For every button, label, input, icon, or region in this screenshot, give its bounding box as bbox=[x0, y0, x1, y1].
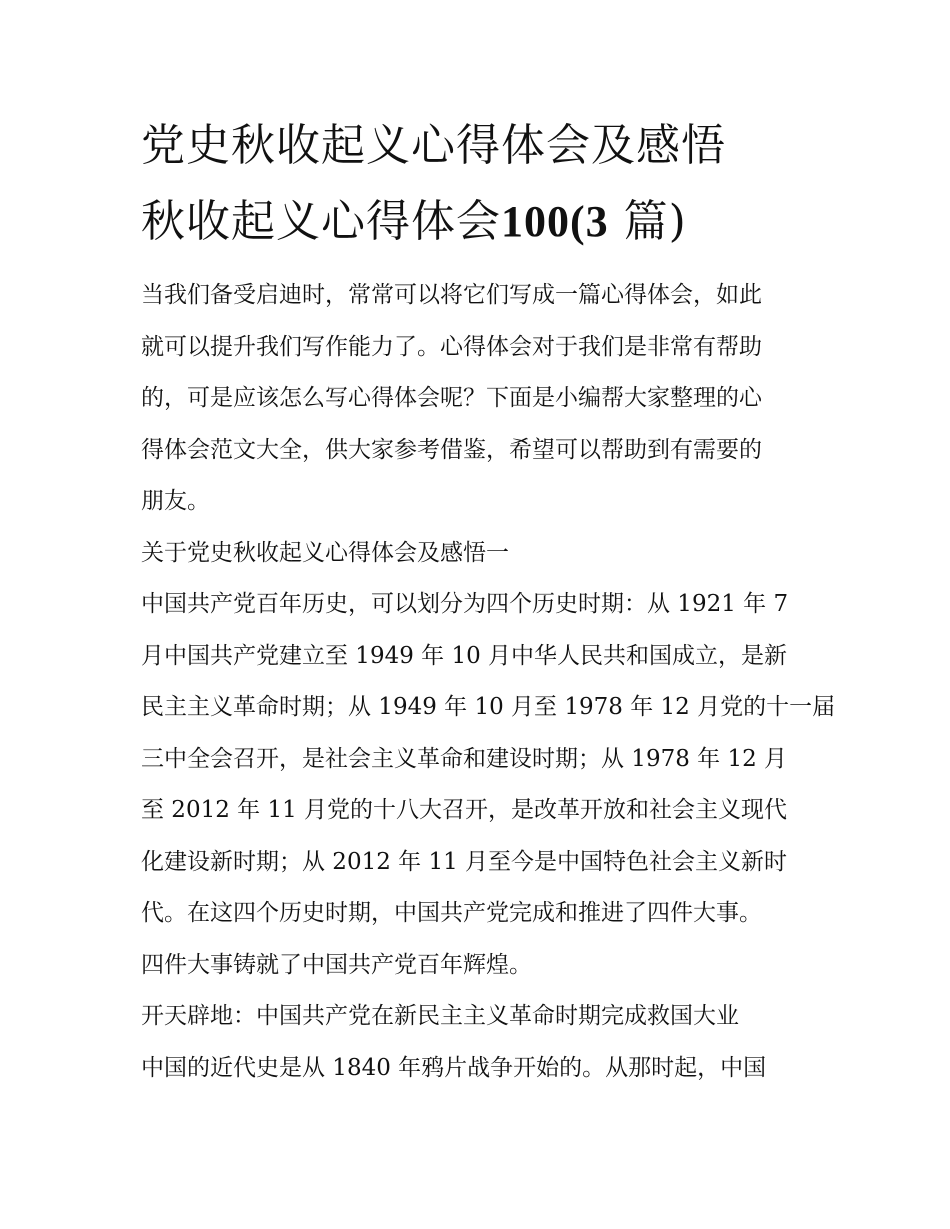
text-line: 化建设新时期；从 2012 年 11 月至今是中国特色社会主义新时 bbox=[141, 848, 788, 875]
text-line: 就可以提升我们写作能力了。心得体会对于我们是非常有帮助 bbox=[141, 333, 762, 360]
title-number: 100(3 bbox=[501, 197, 609, 246]
history-paragraph bbox=[141, 579, 836, 991]
title-line bbox=[141, 108, 817, 184]
closing-paragraph bbox=[141, 1043, 817, 1095]
text-line: 四件大事铸就了中国共产党百年辉煌。 bbox=[141, 951, 532, 978]
text-line: 开天辟地：中国共产党在新民主主义革命时期完成救国大业 bbox=[141, 1003, 739, 1029]
text-line: 的，可是应该怎么写心得体会呢？下面是小编帮大家整理的心 bbox=[141, 385, 762, 411]
text-line: 朋友。 bbox=[141, 488, 210, 514]
title-text: 党史秋收起义心得体会及感悟 bbox=[141, 120, 726, 171]
document-body bbox=[141, 270, 836, 1094]
subsection-heading bbox=[141, 991, 817, 1043]
text-line: 代。在这四个历史时期，中国共产党完成和推进了四件大事。 bbox=[141, 900, 762, 926]
text-line: 当我们备受启迪时，常常可以将它们写成一篇心得体会，如此 bbox=[141, 282, 762, 308]
text-line: 三中全会召开，是社会主义革命和建设时期；从 1978 年 12 月 bbox=[141, 745, 788, 772]
title-line bbox=[141, 184, 817, 260]
text-line: 至 2012 年 11 月党的十八大召开，是改革开放和社会主义现代 bbox=[141, 797, 788, 823]
text-line: 中国的近代史是从 1840 年鸦片战争开始的。从那时起，中国 bbox=[141, 1054, 767, 1081]
intro-paragraph bbox=[141, 270, 817, 528]
title-text: 秋收起义心得体会 bbox=[141, 196, 501, 247]
text-line: 关于党史秋收起义心得体会及感悟一 bbox=[141, 539, 509, 566]
document-title bbox=[141, 108, 817, 260]
text-line: 得体会范文大全，供大家参考借鉴，希望可以帮助到有需要的 bbox=[141, 436, 762, 463]
text-line: 中国共产党百年历史，可以划分为四个历史时期：从 1921 年 7 bbox=[141, 591, 789, 617]
title-text: 篇) bbox=[623, 196, 687, 247]
text-line: 月中国共产党建立至 1949 年 10 月中华人民共和国成立，是新 bbox=[141, 642, 788, 669]
section-heading bbox=[141, 528, 817, 580]
text-line: 民主主义革命时期；从 1949 年 10 月至 1978 年 12 月党的十一届 bbox=[141, 694, 836, 720]
document-content bbox=[141, 108, 836, 1094]
